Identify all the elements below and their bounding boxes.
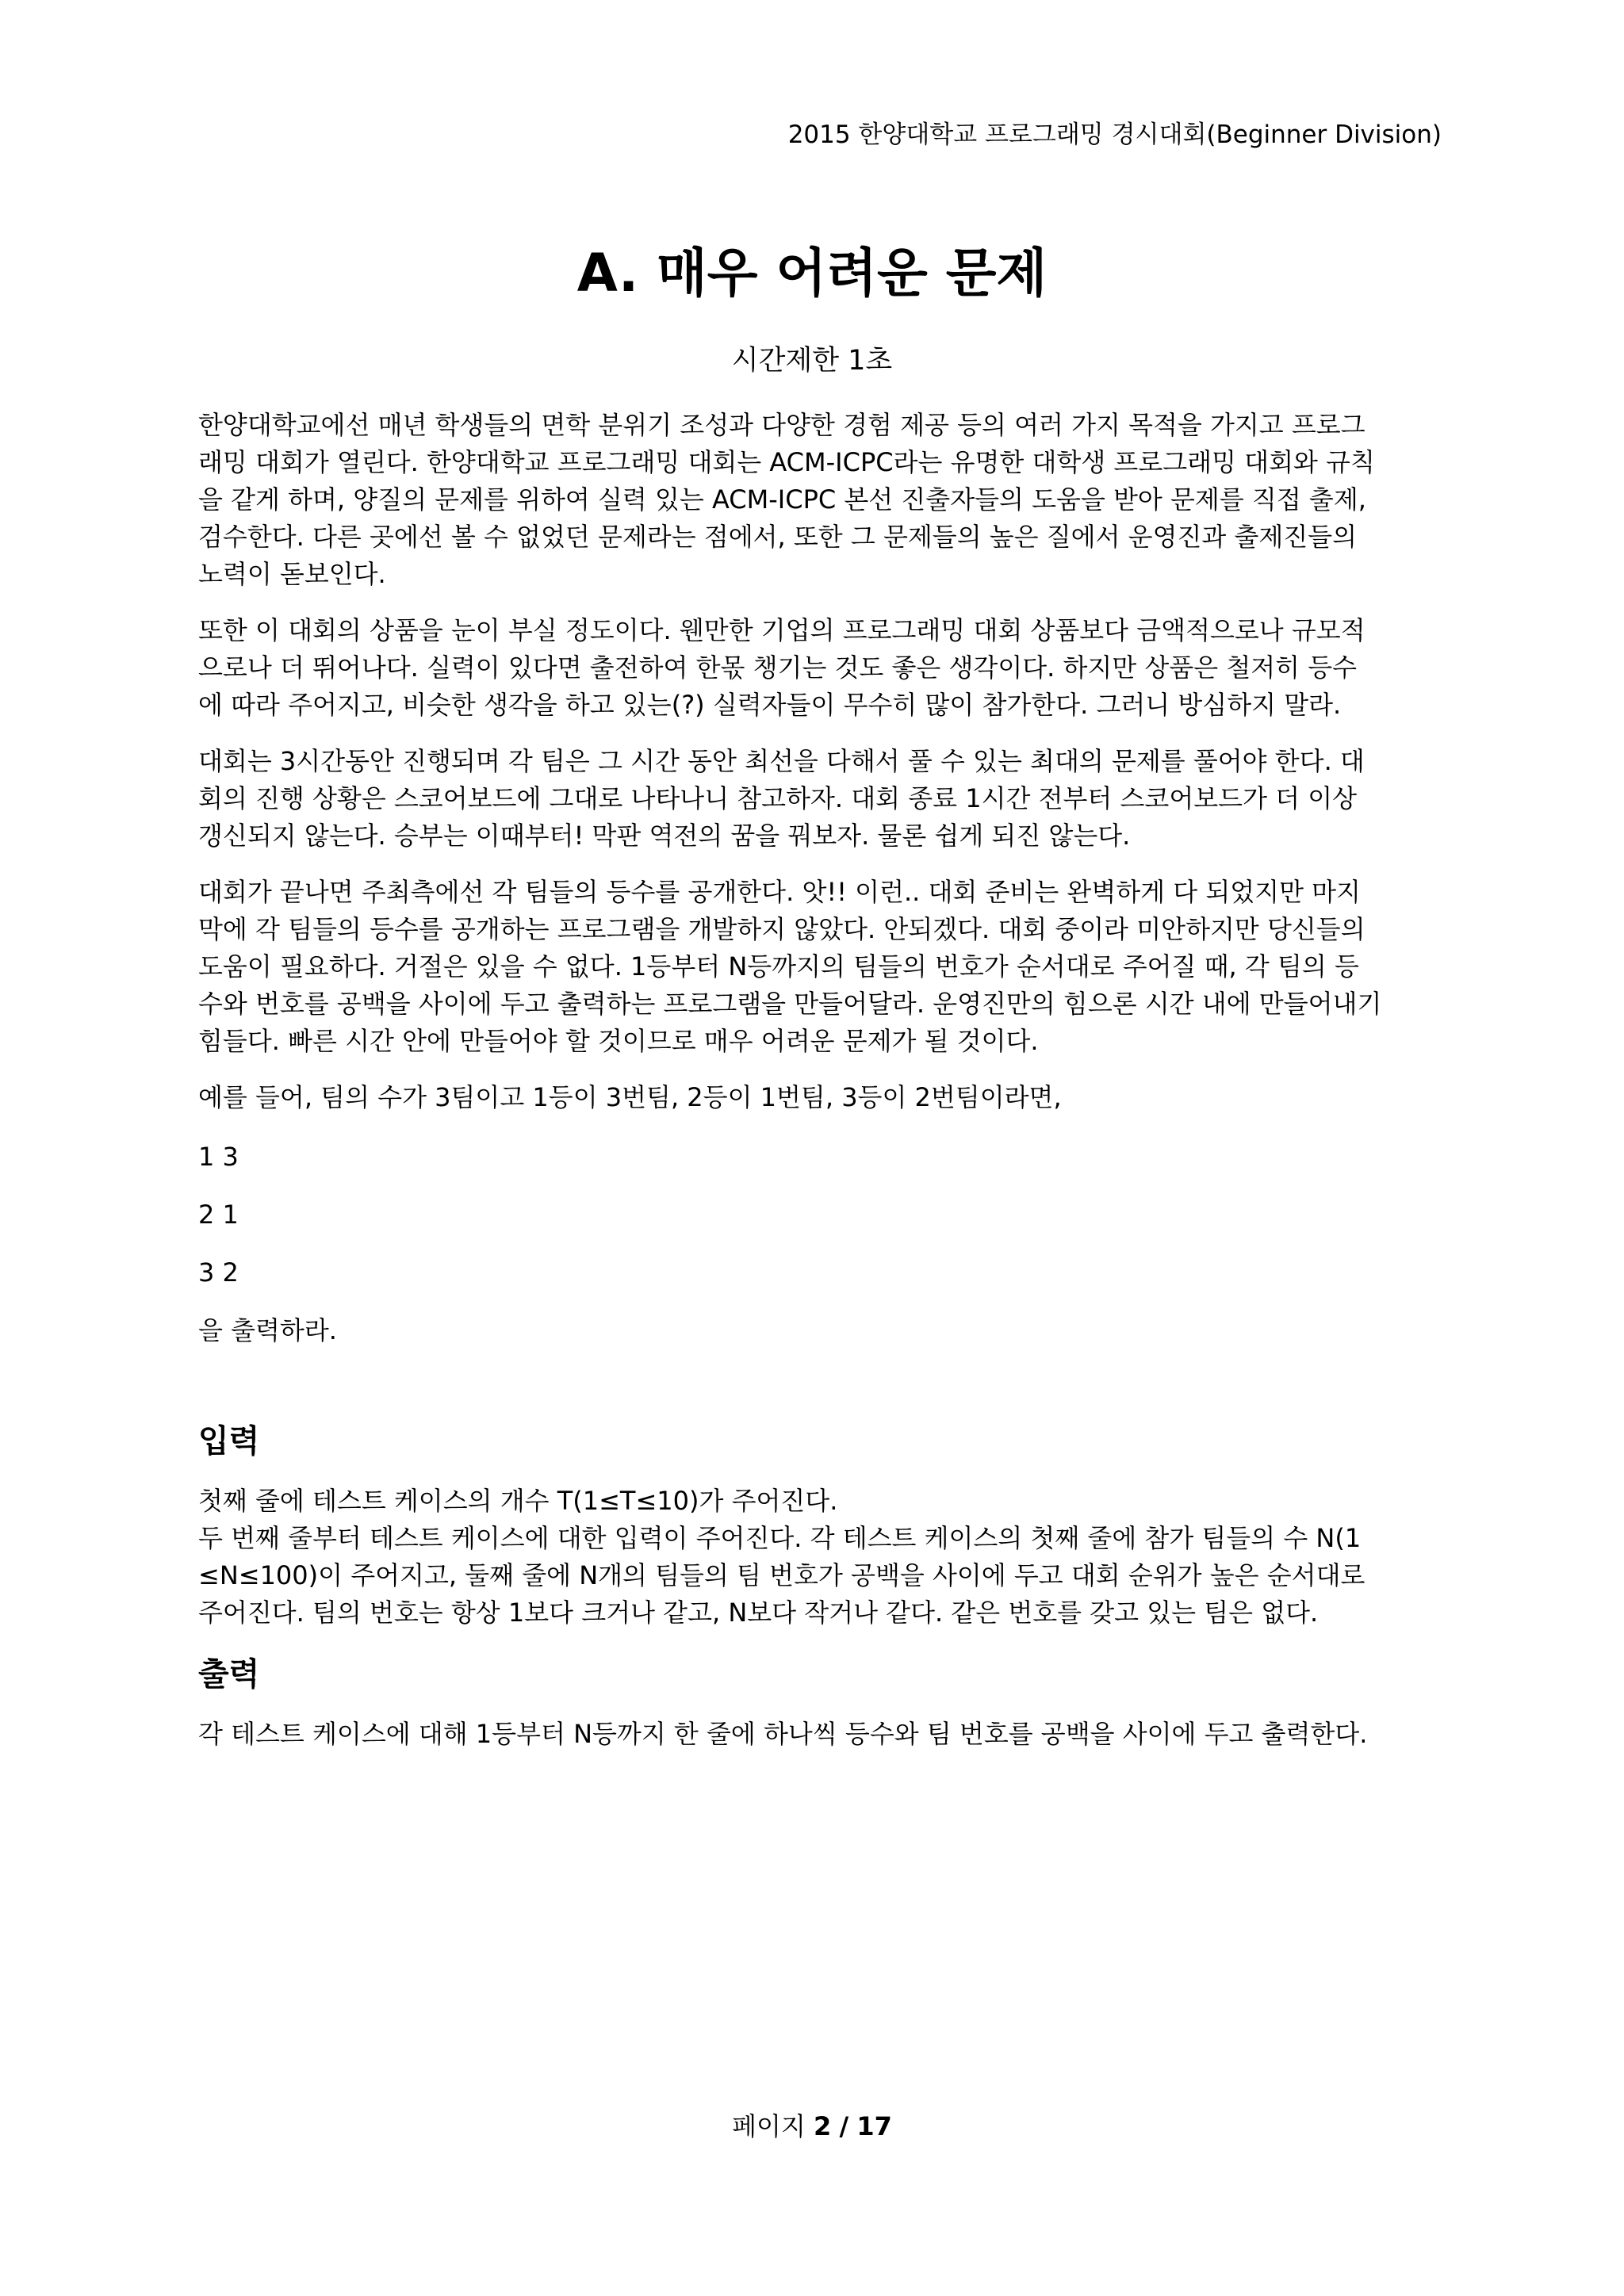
page-separator: /: [839, 2111, 849, 2141]
text-line: 노력이 돋보인다.: [198, 559, 386, 589]
text-line: 수와 번호를 공백을 사이에 두고 출력하는 프로그램을 만들어달라. 운영진만의 힘으론 시간 내에 만들어내기: [198, 989, 1382, 1019]
page-label: 페이지: [732, 2111, 806, 2141]
input-paragraph-2: [198, 1520, 1431, 1632]
paragraph-intro: [198, 407, 1431, 593]
paragraph-task: [198, 874, 1431, 1060]
problem-title: A. 매우 어려운 문제: [576, 243, 1048, 304]
input-paragraph-1: 첫째 줄에 테스트 케이스의 개수 T(1≤T≤10)가 주어진다.: [198, 1486, 838, 1516]
text-line: 을 같게 하며, 양질의 문제를 위하여 실력 있는 ACM-ICPC 본선 진출자들의 도움을 받아 문제를 직접 출제,: [198, 484, 1366, 515]
current-page: 2: [814, 2111, 832, 2141]
text-line: 으로나 더 뛰어나다. 실력이 있다면 출전하여 한몫 챙기는 것도 좋은 생각이다. 하지만 상품은 철저히 등수: [198, 652, 1358, 683]
paragraph-example-intro: 예를 들어, 팀의 수가 3팀이고 1등이 3번팀, 2등이 1번팀, 3등이 2번팀이라면,: [198, 1082, 1062, 1112]
text-line: 에 따라 주어지고, 비슷한 생각을 하고 있는(?) 실력자들이 무수히 많이 참가한다. 그러니 방심하지 말라.: [198, 690, 1342, 720]
text-line: 회의 진행 상황은 스코어보드에 그대로 나타나니 참고하자. 대회 종료 1시간 전부터 스코어보드가 더 이상: [198, 783, 1358, 813]
paragraph-contest: [198, 743, 1431, 855]
paragraph-example-outro: 을 출력하라.: [198, 1315, 337, 1345]
problem-body: [198, 407, 1431, 1753]
text-line: 힘들다. 빠른 시간 안에 만들어야 할 것이므로 매우 어려운 문제가 될 것이다.: [198, 1026, 1039, 1056]
text-line: ≤N≤100)이 주어지고, 둘째 줄에 N개의 팀들의 팀 번호가 공백을 사이에 두고 대회 순위가 높은 순서대로: [198, 1560, 1365, 1590]
text-line: 주어진다. 팀의 번호는 항상 1보다 크거나 같고, N보다 작거나 같다. 같은 번호를 갖고 있는 팀은 없다.: [198, 1598, 1319, 1628]
page-number: [0, 2109, 1624, 2144]
output-heading: 출력: [198, 1656, 260, 1693]
text-line: 래밍 대회가 열린다. 한양대학교 프로그래밍 대회는 ACM-ICPC라는 유명한 대학생 프로그래밍 대회와 규칙: [198, 447, 1375, 477]
example-line: 3 2: [198, 1257, 239, 1288]
text-line: 대회가 끝나면 주최측에선 각 팀들의 등수를 공개한다. 앗!! 이런.. 대회 준비는 완벽하게 다 되었지만 마지: [198, 877, 1361, 907]
example-line: 1 3: [198, 1142, 239, 1172]
text-line: 한양대학교에선 매년 학생들의 면학 분위기 조성과 다양한 경험 제공 등의 여러 가지 목적을 가지고 프로그: [198, 410, 1365, 440]
text-line: 또한 이 대회의 상품을 눈이 부실 정도이다. 웬만한 기업의 프로그래밍 대회 상품보다 금액적으로나 규모적: [198, 615, 1365, 645]
text-line: 대회는 3시간동안 진행되며 각 팀은 그 시간 동안 최선을 다해서 풀 수 있는 최대의 문제를 풀어야 한다. 대: [198, 746, 1365, 776]
total-pages: 17: [856, 2111, 892, 2141]
example-line: 2 1: [198, 1200, 239, 1230]
input-heading: 입력: [198, 1423, 260, 1460]
text-line: 막에 각 팀들의 등수를 공개하는 프로그램을 개발하지 않았다. 안되겠다. 대회 중이라 미안하지만 당신들의: [198, 914, 1365, 944]
output-paragraph: 각 테스트 케이스에 대해 1등부터 N등까지 한 줄에 하나씩 등수와 팀 번호를 공백을 사이에 두고 출력한다.: [198, 1719, 1368, 1749]
text-line: 두 번째 줄부터 테스트 케이스에 대한 입력이 주어진다. 각 테스트 케이스의 첫째 줄에 참가 팀들의 수 N(1: [198, 1523, 1362, 1553]
paragraph-prizes: [198, 612, 1431, 724]
text-line: 갱신되지 않는다. 승부는 이때부터! 막판 역전의 꿈을 꿔보자. 물론 쉽게 되진 않는다.: [198, 821, 1131, 851]
text-line: 도움이 필요하다. 거절은 있을 수 없다. 1등부터 N등까지의 팀들의 번호가 순서대로 주어질 때, 각 팀의 등: [198, 951, 1359, 982]
text-line: 검수한다. 다른 곳에선 볼 수 없었던 문제라는 점에서, 또한 그 문제들의 높은 질에서 운영진과 출제진들의: [198, 522, 1358, 552]
time-limit: 시간제한 1초: [731, 345, 893, 377]
running-header: 2015 한양대학교 프로그래밍 경시대회(Beginner Division): [787, 121, 1442, 149]
